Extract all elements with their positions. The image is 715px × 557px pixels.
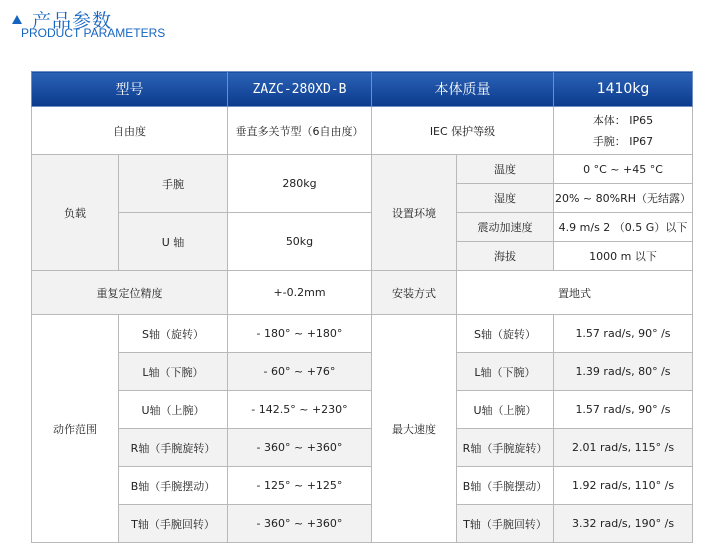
axis-range: - 180° ~ +180° xyxy=(228,315,372,353)
axis-range: - 142.5° ~ +230° xyxy=(228,391,372,429)
speed-axis-label: S轴（旋转） xyxy=(457,315,554,353)
speed-axis-label: T轴（手腕回转） xyxy=(457,505,554,543)
env-row-value: 0 °C ~ +45 °C xyxy=(554,155,693,184)
mass-value: 1410kg xyxy=(554,72,693,107)
env-row-value: 1000 m 以下 xyxy=(554,242,693,271)
install-value: 置地式 xyxy=(457,271,693,315)
table-header-row xyxy=(32,72,693,107)
axis-range: - 60° ~ +76° xyxy=(228,353,372,391)
speed-value: 1.39 rad/s, 80° /s xyxy=(554,353,693,391)
axis-label: R轴（手腕旋转） xyxy=(119,429,228,467)
axis-label: B轴（手腕摆动） xyxy=(119,467,228,505)
iec-value xyxy=(554,107,693,155)
wrist-value: 280kg xyxy=(228,155,372,213)
iec-wrist: 手腕： IP67 xyxy=(592,134,654,148)
speed-axis-label: R轴（手腕旋转） xyxy=(457,429,554,467)
table-row xyxy=(32,467,693,505)
repeat-label: 重复定位精度 xyxy=(32,271,228,315)
speed-value: 3.32 rad/s, 190° /s xyxy=(554,505,693,543)
table-row xyxy=(32,155,693,184)
table-row xyxy=(32,429,693,467)
load-label: 负载 xyxy=(32,155,119,271)
env-row-label: 震动加速度 xyxy=(457,213,554,242)
triangle-bullet-icon xyxy=(12,15,22,24)
model-value: ZAZC-280XD-B xyxy=(228,72,372,107)
axis-label: L轴（下腕） xyxy=(119,353,228,391)
env-row-label: 温度 xyxy=(457,155,554,184)
install-label: 安装方式 xyxy=(372,271,457,315)
speed-axis-label: U轴（上腕） xyxy=(457,391,554,429)
model-label: 型号 xyxy=(32,72,228,107)
table-row xyxy=(32,391,693,429)
table-row xyxy=(32,353,693,391)
axis-label: U轴（上腕） xyxy=(119,391,228,429)
section-title: 产品参数 xyxy=(32,10,113,32)
axis-label: T轴（手腕回转） xyxy=(119,505,228,543)
table-row xyxy=(32,213,693,242)
axis-range: - 125° ~ +125° xyxy=(228,467,372,505)
u-axis-label: U 轴 xyxy=(119,213,228,271)
axis-label: S轴（旋转） xyxy=(119,315,228,353)
env-label: 设置环境 xyxy=(372,155,457,271)
dof-value: 垂直多关节型（6自由度） xyxy=(228,107,372,155)
wrist-label: 手腕 xyxy=(119,155,228,213)
iec-label: IEC 保护等级 xyxy=(372,107,554,155)
range-label: 动作范围 xyxy=(32,315,119,543)
table-row xyxy=(32,315,693,353)
axis-range: - 360° ~ +360° xyxy=(228,429,372,467)
speed-axis-label: L轴（下腕） xyxy=(457,353,554,391)
table-row xyxy=(32,107,693,155)
env-row-label: 海拔 xyxy=(457,242,554,271)
axis-range: - 360° ~ +360° xyxy=(228,505,372,543)
speed-value: 1.92 rad/s, 110° /s xyxy=(554,467,693,505)
speed-value: 1.57 rad/s, 90° /s xyxy=(554,391,693,429)
speed-axis-label: B轴（手腕摆动） xyxy=(457,467,554,505)
env-row-value: 4.9 m/s 2 （0.5 G）以下 xyxy=(554,213,693,242)
iec-body: 本体： IP65 xyxy=(592,113,654,127)
mass-label: 本体质量 xyxy=(372,72,554,107)
parameters-table xyxy=(31,71,693,543)
table-row xyxy=(32,505,693,543)
env-row-value: 20% ~ 80%RH（无结露） xyxy=(554,184,693,213)
section-subtitle: PRODUCT PARAMETERS xyxy=(21,26,166,40)
u-axis-value: 50kg xyxy=(228,213,372,271)
speed-value: 2.01 rad/s, 115° /s xyxy=(554,429,693,467)
table-row xyxy=(32,271,693,315)
speed-label: 最大速度 xyxy=(372,315,457,543)
dof-label: 自由度 xyxy=(32,107,228,155)
env-row-label: 湿度 xyxy=(457,184,554,213)
repeat-value: +-0.2mm xyxy=(228,271,372,315)
speed-value: 1.57 rad/s, 90° /s xyxy=(554,315,693,353)
